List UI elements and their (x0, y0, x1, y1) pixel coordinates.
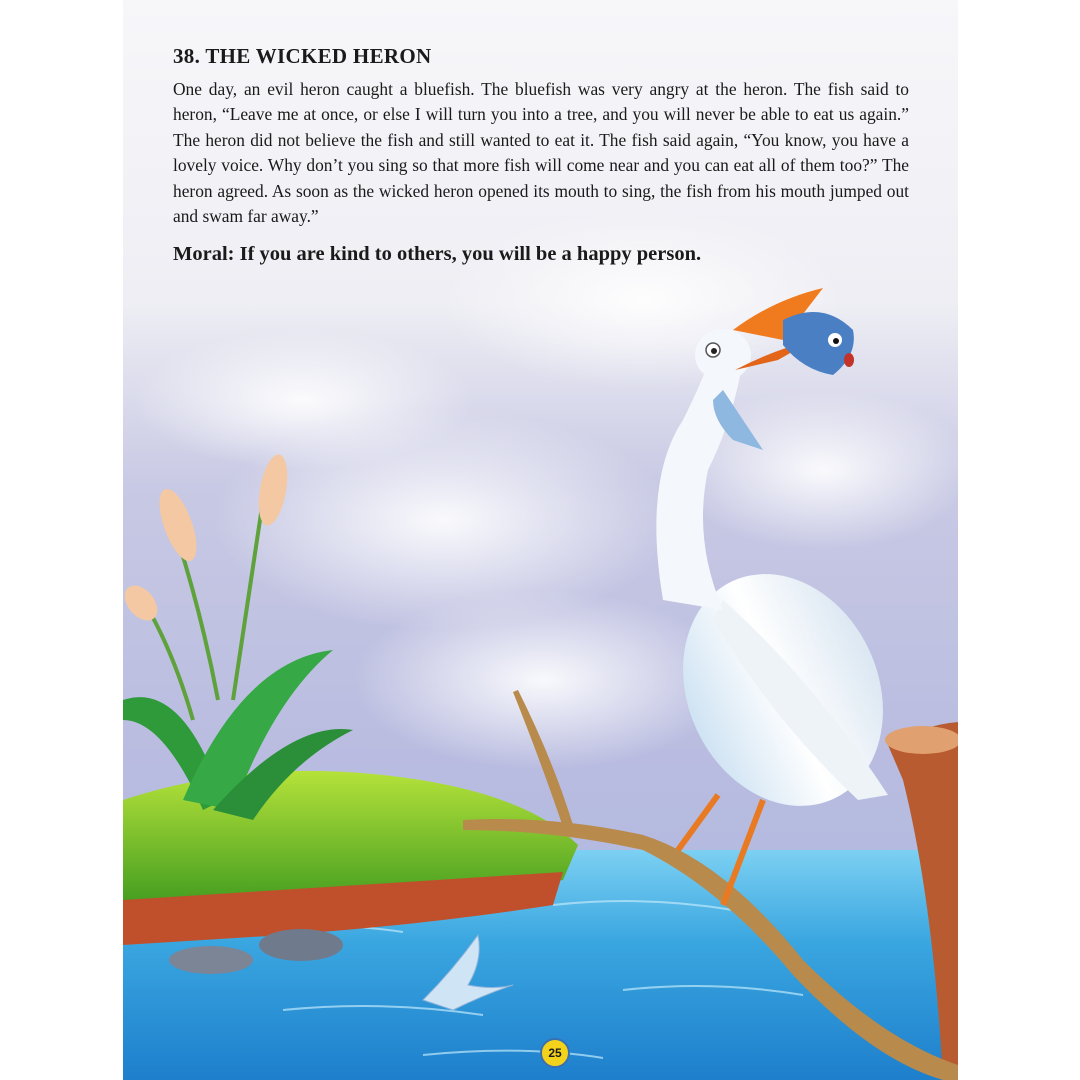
story-title: 38. THE WICKED HERON (173, 44, 432, 68)
story-moral: Moral: If you are kind to others, you will be a happy person. (173, 243, 702, 266)
story-text: One day, an evil heron caught a bluefish. The bluefish was very angry at the heron. The fish said to heron, “Leave me at once, or else I will turn you into a tree, and you will never be able to eat us again.” The heron did not believe the fish and still wanted to eat it. The fish said again, “You know, you have a lovely voice. Why don’t you sing so that more fish will come near and you can eat all of them too?” The heron agreed. As soon as the wicked heron opened its mouth to sing, the fish from his mouth jumped out and swam far away.” (173, 79, 909, 227)
page-number: 25 (540, 1038, 570, 1068)
book-page (123, 0, 958, 1080)
text-block (173, 44, 909, 266)
